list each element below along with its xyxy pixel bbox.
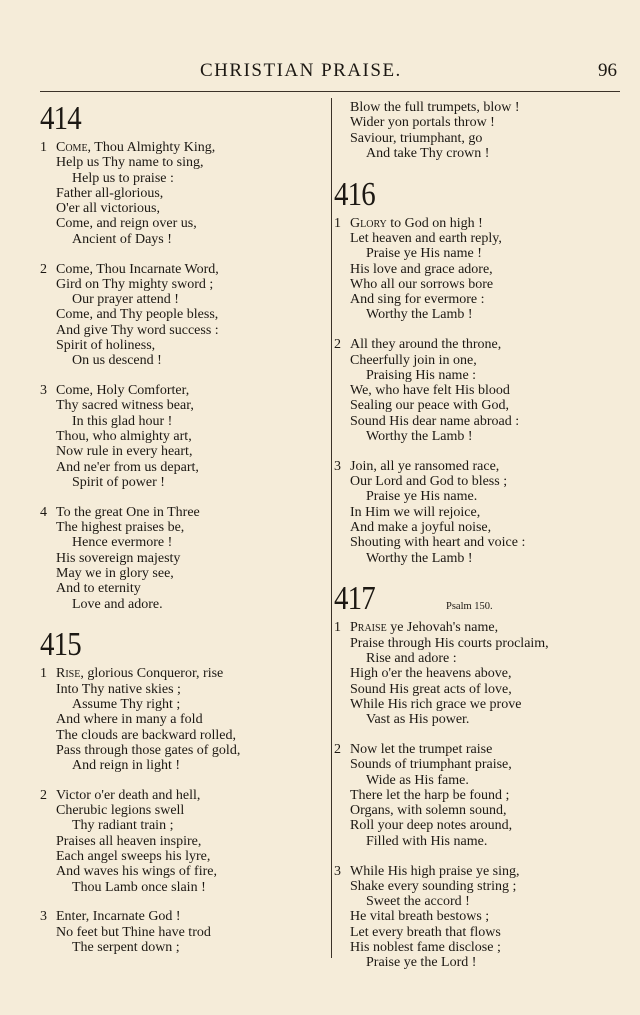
verse-line (334, 100, 624, 115)
verse-line (334, 231, 624, 246)
stanza-number: 4 (40, 504, 47, 520)
line-text: Our prayer attend ! (72, 292, 179, 308)
verse-line (334, 131, 624, 146)
line-text: Join, all ye ransomed race, (350, 458, 500, 474)
line-text: And reign in light ! (72, 758, 181, 774)
line-text: Sound His great acts of love, (350, 681, 512, 697)
verse-line (40, 475, 325, 490)
first-word: Praise (350, 620, 387, 636)
hymn-number: 414 (40, 100, 81, 137)
line-text: Worthy the Lamb ! (366, 429, 473, 445)
line-text: In this glad hour ! (72, 413, 173, 429)
hymn-reference: Psalm 150. (446, 601, 493, 613)
line-text: Blow the full trumpets, blow ! (350, 100, 520, 115)
line-text: Praise through His courts proclaim, (350, 635, 549, 651)
verse-line (334, 955, 624, 970)
line-text: Help us Thy name to sing, (56, 155, 204, 171)
stanza-number: 2 (334, 742, 341, 757)
hymn-number: 417 (334, 580, 375, 618)
line-text: Now let the trumpet raise (350, 742, 493, 757)
verse-line (40, 444, 325, 459)
verse-line (334, 353, 624, 368)
line-text: Thou Lamb once slain ! (72, 879, 206, 895)
verse-line (334, 636, 624, 651)
verse-line (40, 277, 325, 292)
stanza-number: 3 (40, 383, 47, 399)
stanza (334, 620, 624, 727)
line-text: Enter, Incarnate God ! (56, 909, 181, 925)
verse-line (334, 398, 624, 413)
verse-line (40, 728, 325, 743)
left-column (40, 100, 325, 970)
line-text: The serpent down ; (72, 940, 180, 956)
verse-line (40, 398, 325, 413)
hymn-415 (40, 626, 325, 955)
line-text: And to eternity (56, 581, 141, 597)
verse-line (40, 758, 325, 773)
line-text: And sing for evermore : (350, 292, 485, 308)
line-text: No feet but Thine have trod (56, 924, 211, 940)
verse-line (40, 566, 325, 581)
line-text: Worthy the Lamb ! (366, 307, 473, 323)
verse-line (40, 535, 325, 550)
line-text: To the great One in Three (56, 504, 200, 520)
line-text: Thy radiant train ; (72, 818, 174, 834)
verse-line (40, 353, 325, 368)
first-word: Come, (56, 140, 92, 155)
verse-line (40, 712, 325, 727)
line-text: Hence evermore ! (72, 535, 173, 551)
stanza (334, 337, 624, 444)
line-text: Saviour, triumphant, go (350, 130, 483, 146)
stanza-number: 3 (334, 458, 341, 474)
verse-line (40, 262, 325, 277)
hymn-heading (40, 626, 325, 664)
verse-line (40, 171, 325, 186)
line-text: Sealing our peace with God, (350, 398, 510, 414)
verse-line (334, 414, 624, 429)
hymn-417 (334, 580, 624, 970)
verse-line (40, 323, 325, 338)
line-text: glorious Conqueror, rise (83, 666, 224, 682)
stanza-number: 3 (40, 909, 47, 925)
verse-line (334, 682, 624, 697)
line-text: In Him we will rejoice, (350, 504, 481, 520)
line-text: Roll your deep notes around, (350, 818, 513, 834)
line-text: And make a joyful noise, (350, 520, 492, 536)
line-text: to God on high ! (386, 215, 483, 231)
verse-line (40, 880, 325, 895)
stanza (40, 505, 325, 612)
right-column (334, 100, 624, 985)
verse-line (40, 383, 325, 398)
line-text: Spirit of holiness, (56, 338, 156, 354)
verse-line (334, 818, 624, 833)
stanza-number: 1 (334, 620, 341, 636)
stanza (40, 262, 325, 369)
line-text: Help us to praise : (72, 170, 174, 186)
verse-line (334, 712, 624, 727)
running-title: CHRISTIAN PRAISE. (200, 60, 402, 81)
verse-line (40, 864, 325, 879)
line-text: Come, Thou Incarnate Word, (56, 261, 219, 277)
line-text: Let heaven and earth reply, (350, 230, 502, 246)
stanza (334, 864, 624, 971)
stanza (334, 216, 624, 323)
verse-line (40, 307, 325, 322)
verse-line (40, 803, 325, 818)
verse-line (334, 474, 624, 489)
verse-line (334, 429, 624, 444)
verse-line (40, 597, 325, 612)
line-text: Sound His dear name abroad : (350, 413, 520, 429)
line-text: All they around the throne, (350, 337, 502, 353)
line-text: His noblest fame disclose ; (350, 940, 501, 956)
line-text: His sovereign majesty (56, 550, 181, 566)
line-text: We, who have felt His blood (350, 383, 510, 399)
line-text: Come, and Thy people bless, (56, 307, 219, 323)
verse-line (40, 909, 325, 924)
verse-line (334, 115, 624, 130)
stanza (40, 909, 325, 955)
verse-line (334, 697, 624, 712)
first-word: Rise, (56, 666, 84, 682)
first-word: Glory (350, 215, 387, 231)
verse-line (40, 743, 325, 758)
verse-line (334, 803, 624, 818)
verse-line (40, 460, 325, 475)
verse-line (40, 186, 325, 201)
line-text: Sounds of triumphant praise, (350, 757, 512, 773)
line-text: Worthy the Lamb ! (366, 550, 473, 566)
verse-line (40, 292, 325, 307)
hymn-continuation (334, 100, 624, 161)
verse-line (334, 879, 624, 894)
verse-line (40, 581, 325, 596)
page-number: 96 (598, 60, 617, 81)
verse-line (40, 788, 325, 803)
line-text: Each angel sweeps his lyre, (56, 849, 211, 865)
verse-line (40, 925, 325, 940)
line-text: Assume Thy right ; (72, 696, 181, 712)
verse-line (40, 232, 325, 247)
verse-line (334, 520, 624, 535)
line-text: Shake every sounding string ; (350, 878, 517, 894)
verse-line (334, 489, 624, 504)
stanza (334, 742, 624, 849)
line-text: Father all-glorious, (56, 185, 164, 201)
verse-line (334, 666, 624, 681)
verse-line (334, 535, 624, 550)
hymn-number: 416 (334, 175, 375, 213)
line-text: Praise ye the Lord ! (366, 955, 477, 971)
verse-line (40, 666, 325, 681)
line-text: Pass through those gates of gold, (56, 742, 241, 758)
line-text: And give Thy word success : (56, 322, 219, 338)
line-text: While His high praise ye sing, (350, 863, 520, 879)
line-text: And where in many a fold (56, 712, 203, 728)
hymn-number: 415 (40, 626, 81, 664)
line-text: Rise and adore : (366, 651, 457, 667)
line-text: ye Jehovah's name, (386, 620, 499, 636)
column-divider (331, 98, 332, 958)
stanza (40, 666, 325, 773)
verse-line (40, 849, 325, 864)
line-text: While His rich grace we prove (350, 696, 522, 712)
line-text: Now rule in every heart, (56, 444, 193, 460)
line-text: Thou, who almighty art, (56, 429, 192, 445)
line-text: Praise ye His name. (366, 489, 478, 505)
line-text: Come, Holy Comforter, (56, 383, 190, 399)
line-text: High o'er the heavens above, (350, 666, 512, 682)
stanza (334, 100, 624, 161)
verse-line (334, 651, 624, 666)
verse-line (334, 277, 624, 292)
verse-line (334, 337, 624, 352)
verse-line (40, 216, 325, 231)
verse-line (334, 894, 624, 909)
line-text: He vital breath bestows ; (350, 909, 490, 925)
verse-line (40, 505, 325, 520)
line-text: And waves his wings of fire, (56, 864, 217, 880)
verse-line (334, 216, 624, 231)
line-text: O'er all victorious, (56, 201, 160, 217)
line-text: May we in glory see, (56, 565, 174, 581)
verse-line (40, 414, 325, 429)
verse-line (40, 697, 325, 712)
hymn-416 (334, 176, 624, 566)
verse-line (334, 146, 624, 161)
verse-line (40, 940, 325, 955)
stanza-number: 1 (40, 666, 47, 682)
verse-line (334, 307, 624, 322)
verse-line (40, 818, 325, 833)
stanza-number: 1 (40, 140, 47, 155)
line-text: Spirit of power ! (72, 474, 165, 490)
line-text: Into Thy native skies ; (56, 681, 181, 697)
page-header (0, 58, 640, 88)
stanza (40, 788, 325, 895)
line-text: Come, and reign over us, (56, 216, 197, 232)
line-text: Vast as His power. (366, 712, 470, 728)
stanza-number: 1 (334, 215, 341, 231)
line-text: Wide as His fame. (366, 772, 469, 788)
header-rule (40, 91, 620, 92)
verse-line (334, 757, 624, 772)
verse-line (40, 140, 325, 155)
verse-line (40, 834, 325, 849)
line-text: Let every breath that flows (350, 924, 501, 940)
line-text: Praise ye His name ! (366, 246, 482, 262)
line-text: Thy sacred witness bear, (56, 398, 194, 414)
line-text: Wider yon portals throw ! (350, 115, 495, 131)
verse-line (334, 773, 624, 788)
verse-line (334, 788, 624, 803)
line-text: And ne'er from us depart, (56, 459, 199, 475)
verse-line (334, 909, 624, 924)
line-text: Love and adore. (72, 596, 163, 612)
line-text: Gird on Thy mighty sword ; (56, 276, 214, 292)
verse-line (334, 834, 624, 849)
verse-line (40, 338, 325, 353)
line-text: Praises all heaven inspire, (56, 833, 202, 849)
verse-line (334, 505, 624, 520)
stanza-number: 2 (334, 337, 341, 353)
line-text: And take Thy crown ! (366, 145, 490, 161)
stanza (40, 140, 325, 247)
hymn-414 (40, 100, 325, 612)
stanza-number: 2 (40, 787, 47, 803)
stanza (334, 459, 624, 566)
hymn-heading (334, 580, 624, 618)
line-text: Thou Almighty King, (91, 140, 216, 155)
verse-line (40, 520, 325, 535)
line-text: On us descend ! (72, 353, 162, 369)
line-text: Organs, with solemn sound, (350, 803, 507, 819)
verse-line (334, 246, 624, 261)
line-text: Cherubic legions swell (56, 803, 185, 819)
line-text: The highest praises be, (56, 520, 185, 536)
stanza (40, 383, 325, 490)
stanza-number: 2 (40, 261, 47, 277)
verse-line (40, 155, 325, 170)
verse-line (334, 620, 624, 635)
line-text: Our Lord and God to bless ; (350, 474, 508, 490)
verse-line (334, 742, 624, 757)
line-text: Ancient of Days ! (72, 231, 172, 247)
line-text: Shouting with heart and voice : (350, 535, 526, 551)
verse-line (334, 940, 624, 955)
hymn-heading (334, 176, 624, 214)
verse-line (334, 292, 624, 307)
line-text: Cheerfully join in one, (350, 352, 477, 368)
verse-line (40, 551, 325, 566)
stanza-number: 3 (334, 863, 341, 879)
hymn-heading (40, 100, 325, 138)
verse-line (334, 262, 624, 277)
verse-line (40, 682, 325, 697)
verse-line (40, 429, 325, 444)
verse-line (334, 551, 624, 566)
verse-line (334, 459, 624, 474)
verse-line (40, 201, 325, 216)
line-text: Sweet the accord ! (366, 894, 470, 910)
line-text: There let the harp be found ; (350, 787, 510, 803)
verse-line (334, 864, 624, 879)
line-text: The clouds are backward rolled, (56, 727, 236, 743)
line-text: Victor o'er death and hell, (56, 787, 201, 803)
line-text: Who all our sorrows bore (350, 276, 494, 292)
line-text: Praising His name : (366, 367, 477, 383)
line-text: His love and grace adore, (350, 261, 493, 277)
verse-line (334, 383, 624, 398)
verse-line (334, 368, 624, 383)
verse-line (334, 925, 624, 940)
line-text: Filled with His name. (366, 833, 488, 849)
